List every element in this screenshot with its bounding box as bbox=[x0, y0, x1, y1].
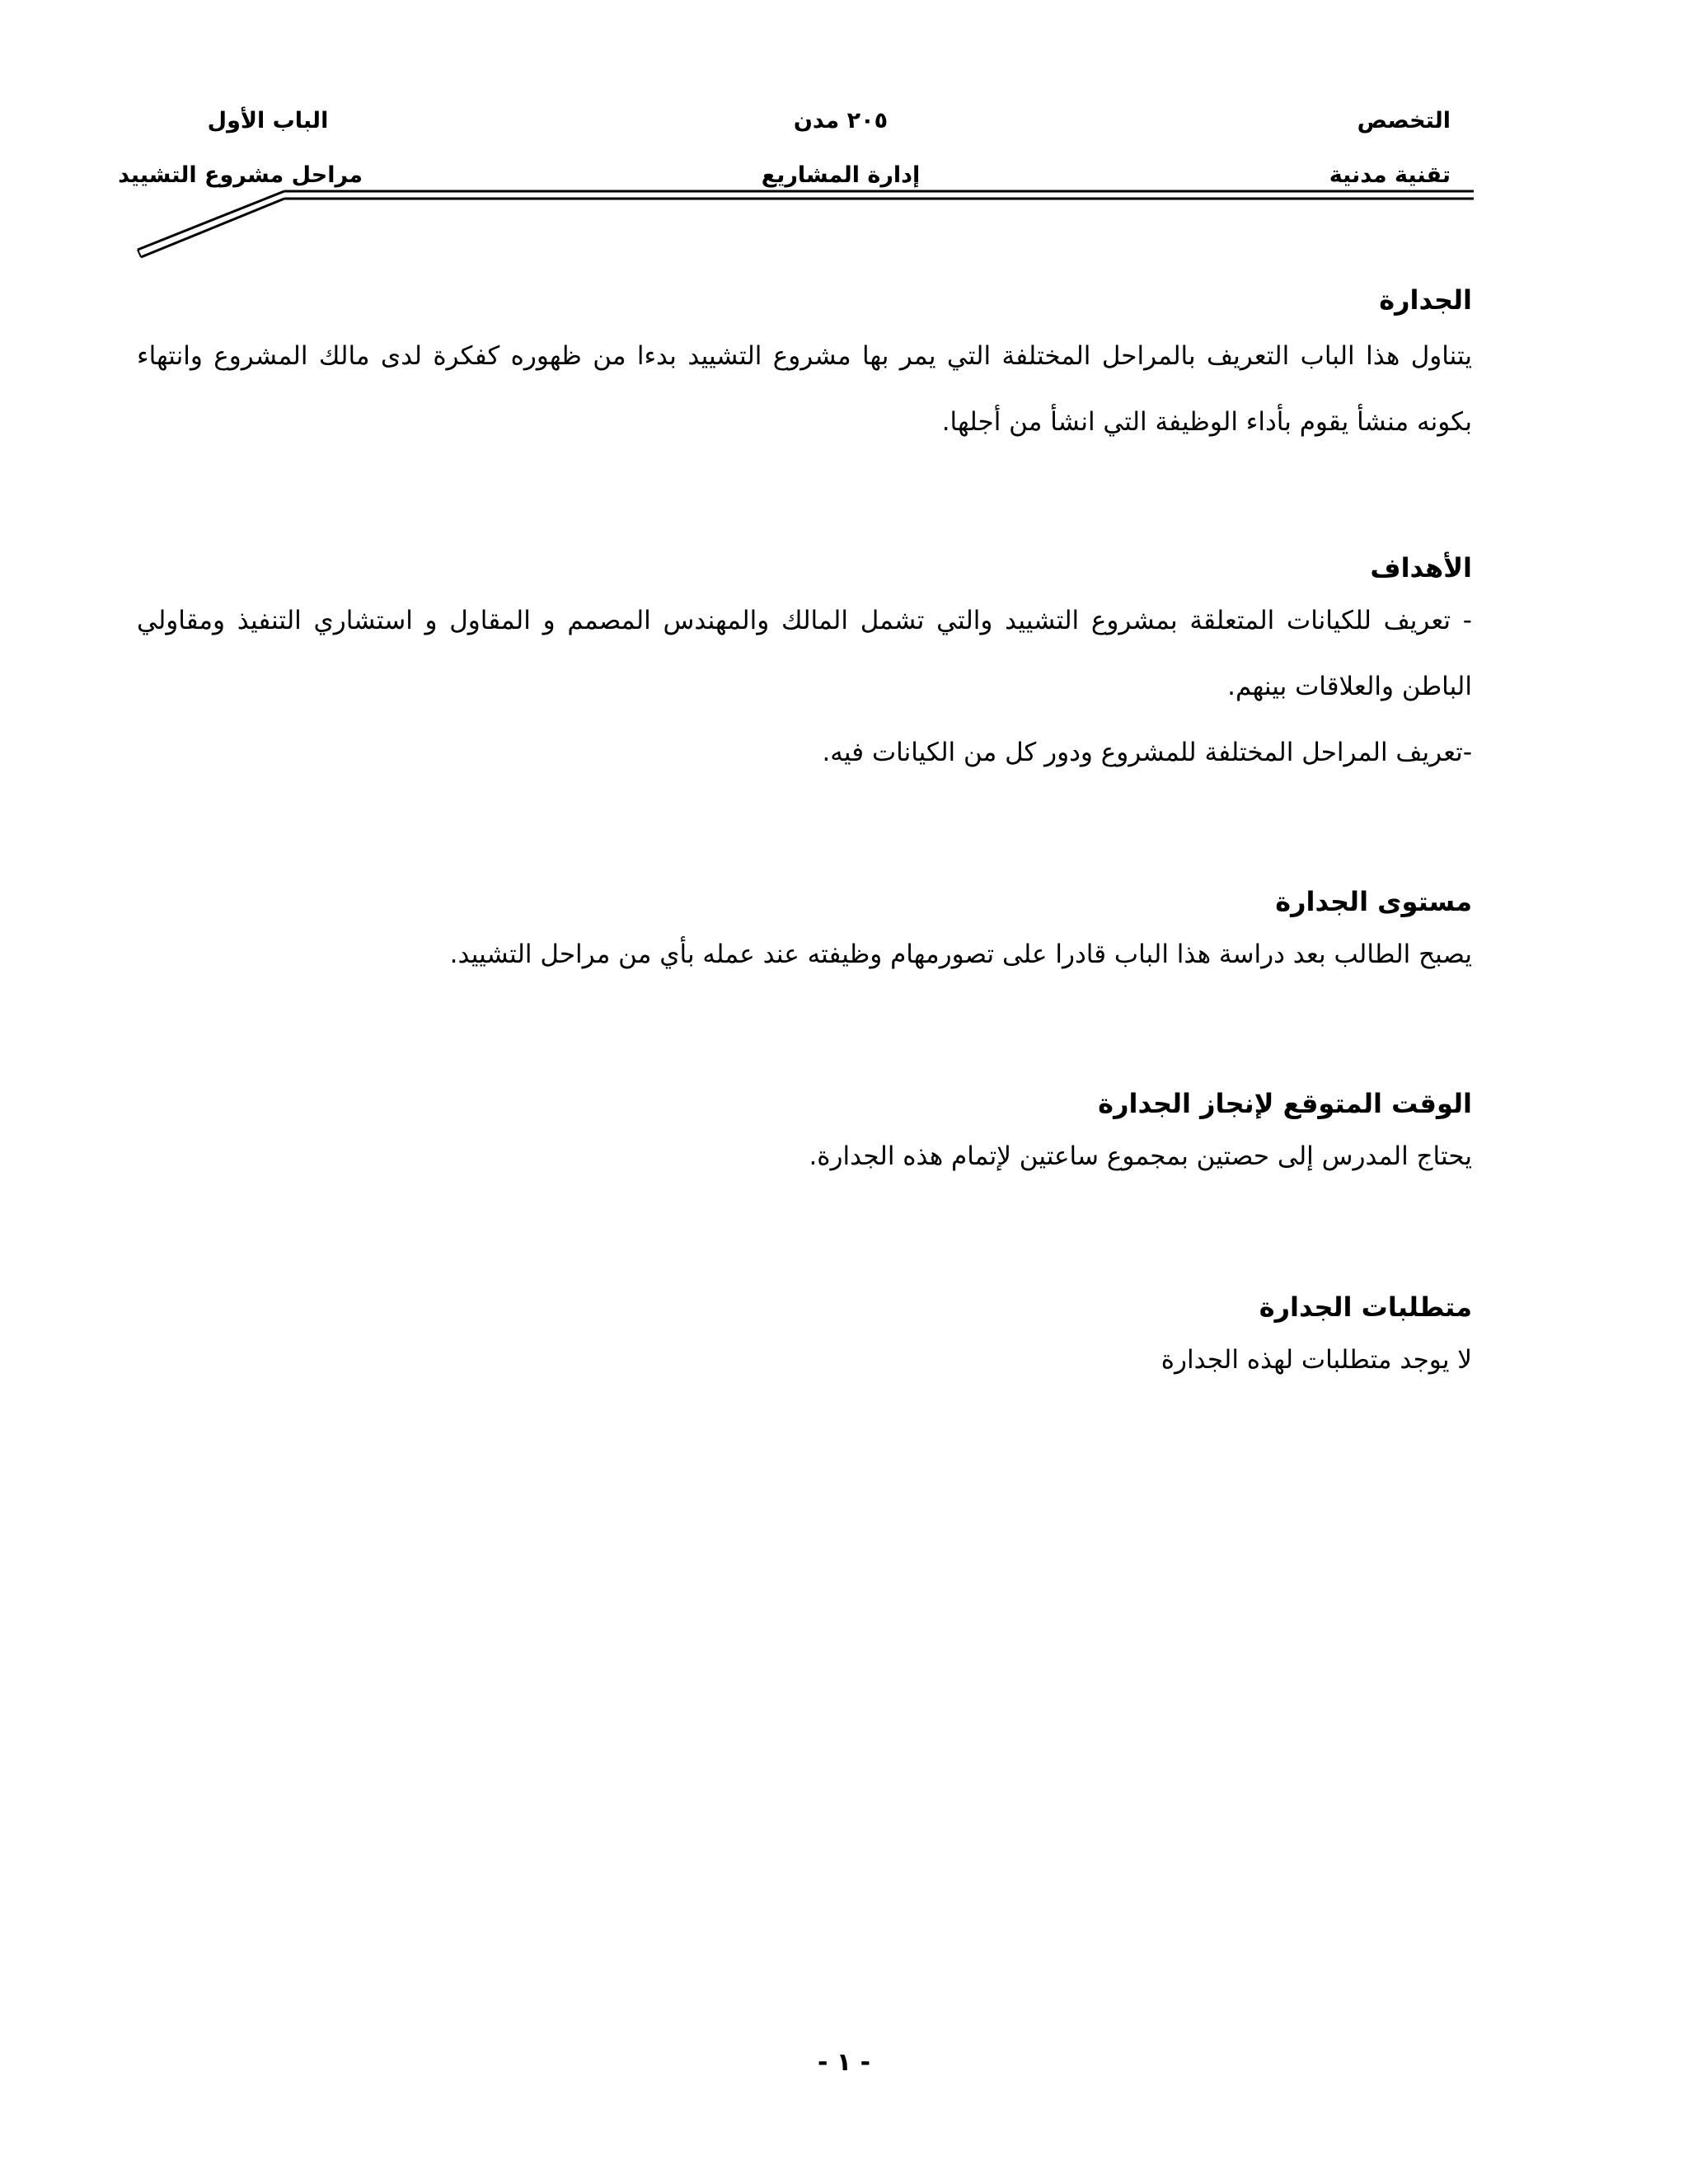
page-number: - ١ - bbox=[817, 2048, 871, 2077]
section-requirements bbox=[137, 1287, 1472, 1393]
section-expected-time bbox=[137, 1084, 1472, 1189]
objective-item-1: - تعريف للكيانات المتعلقة بمشروع التشييد والتي تشمل المالك والمهندس المصمم و المقاول و استشاري التنفيذ ومقاولي الباطن والعلاقات بينهم. bbox=[137, 606, 1472, 701]
section-competency-level bbox=[137, 882, 1472, 987]
section-paragraph: يتناول هذا الباب التعريف بالمراحل المختلفة التي يمر بها مشروع التشييد بدءا من ظهوره كفكرة لدى مالك المشروع وانتهاء بكونه منشأ يقوم بأداء الوظيفة التي انشأ من أجلها. bbox=[137, 341, 1472, 437]
header-chapter-label: الباب الأول bbox=[207, 108, 329, 134]
section-objectives bbox=[137, 548, 1472, 785]
section-title: الأهداف bbox=[1370, 552, 1472, 583]
header-chapter-title: مراحل مشروع التشييد bbox=[118, 162, 363, 188]
header-course-title: إدارة المشاريع bbox=[761, 162, 921, 188]
section-paragraph: يحتاج المدرس إلى حصتين بمجموع ساعتين لإتمام هذه الجدارة. bbox=[809, 1141, 1472, 1171]
header-specialty-label: التخصص bbox=[1357, 108, 1451, 134]
section-competency bbox=[137, 280, 1472, 455]
section-title: متطلبات الجدارة bbox=[1259, 1291, 1472, 1323]
section-paragraph: لا يوجد متطلبات لهذه الجدارة bbox=[1160, 1345, 1472, 1375]
section-paragraph: يصبح الطالب بعد دراسة هذا الباب قادرا على تصورمهام وظيفته عند عمله بأي من مراحل التشييد. bbox=[449, 940, 1472, 969]
header-specialty-value: تقنية مدنية bbox=[1329, 162, 1451, 188]
section-title: الوقت المتوقع لإنجاز الجدارة bbox=[1098, 1088, 1472, 1119]
section-title: مستوى الجدارة bbox=[1275, 886, 1472, 917]
header-course-code: ٢٠٥ مدن bbox=[793, 108, 889, 134]
objective-item-2: -تعريف المراحل المختلفة للمشروع ودور كل من الكيانات فيه. bbox=[822, 738, 1472, 767]
header-rule bbox=[0, 0, 1688, 280]
section-title: الجدارة bbox=[1379, 284, 1472, 316]
